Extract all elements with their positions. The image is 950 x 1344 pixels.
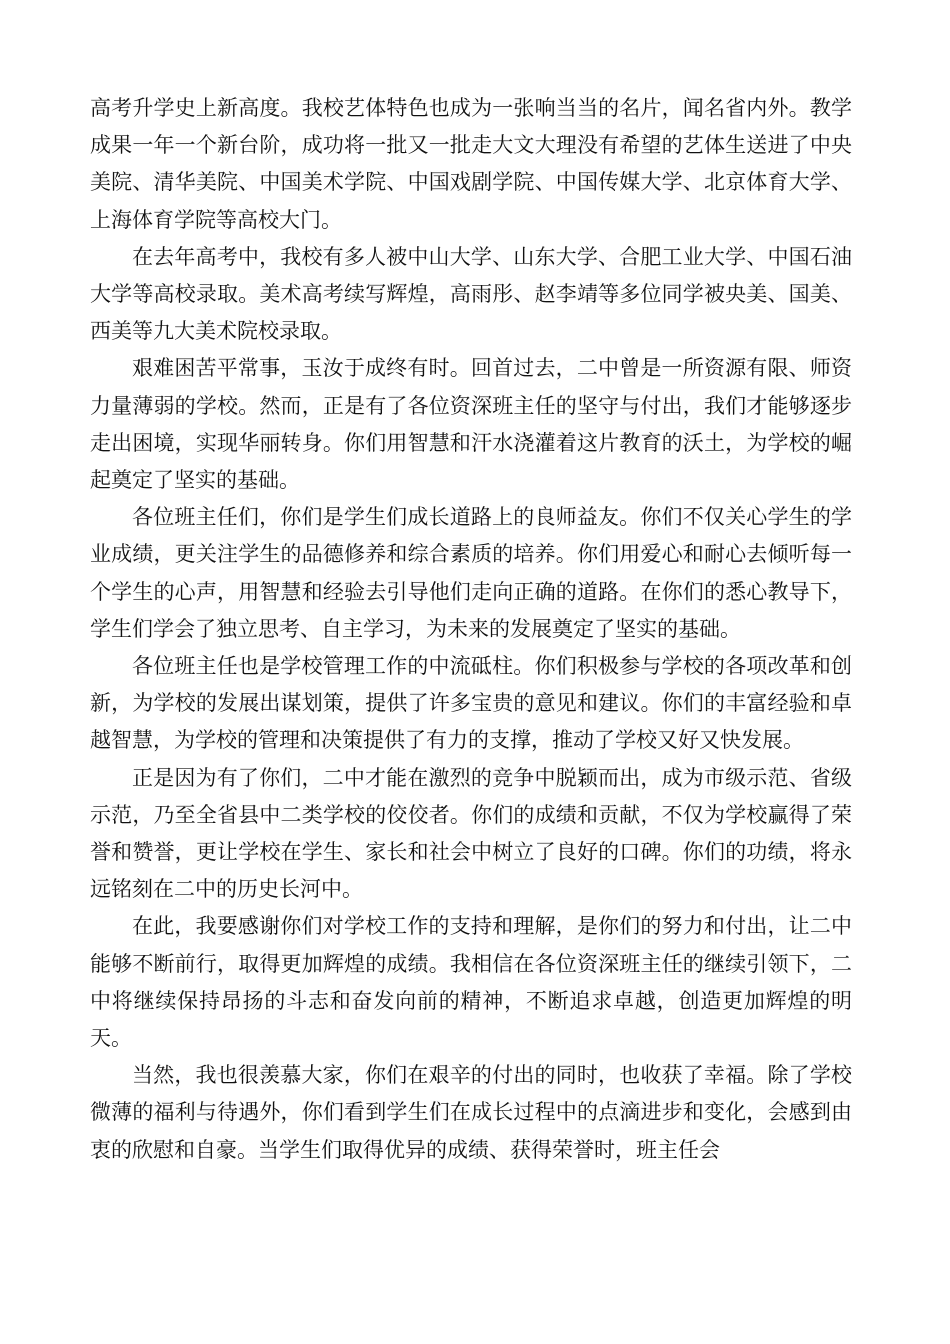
paragraph-8: 当然，我也很羡慕大家，你们在艰辛的付出的同时，也收获了幸福。除了学校微薄的福利与待遇外，你们看到学生们在成长过程中的点滴进步和变化，会感到由衷的欣慰和自豪。当学生们取得优异的成绩、获得荣誉时，班主任会 (90, 1063, 852, 1162)
paragraph-7: 在此，我要感谢你们对学校工作的支持和理解，是你们的努力和付出，让二中能够不断前行，取得更加辉煌的成绩。我相信在各位资深班主任的继续引领下，二中将继续保持昂扬的斗志和奋发向前的精神，不断追求卓越，创造更加辉煌的明天。 (90, 914, 852, 1051)
paragraph-6: 正是因为有了你们，二中才能在激烈的竞争中脱颖而出，成为市级示范、省级示范，乃至全省县中二类学校的佼佼者。你们的成绩和贡献，不仅为学校赢得了荣誉和赞誉，更让学校在学生、家长和社会中树立了良好的口碑。你们的功绩，将永远铭刻在二中的历史长河中。 (90, 765, 852, 902)
paragraph-3: 艰难困苦平常事，玉汝于成终有时。回首过去，二中曾是一所资源有限、师资力量薄弱的学校。然而，正是有了各位资深班主任的坚守与付出，我们才能够逐步走出困境，实现华丽转身。你们用智慧和汗水浇灌着这片教育的沃土，为学校的崛起奠定了坚实的基础。 (90, 356, 852, 493)
document-body (90, 90, 852, 1169)
paragraph-4: 各位班主任们，你们是学生们成长道路上的良师益友。你们不仅关心学生的学业成绩，更关注学生的品德修养和综合素质的培养。你们用爱心和耐心去倾听每一个学生的心声，用智慧和经验去引导他们走向正确的道路。在你们的悉心教导下，学生们学会了独立思考、自主学习，为未来的发展奠定了坚实的基础。 (90, 505, 852, 641)
paragraph-1: 高考升学史上新高度。我校艺体特色也成为一张响当当的名片，闻名省内外。教学成果一年一个新台阶，成功将一批又一批走大文大理没有希望的艺体生送进了中央美院、清华美院、中国美术学院、中国戏剧学院、中国传媒大学、北京体育大学、上海体育学院等高校大门。 (90, 96, 852, 232)
paragraph-2: 在去年高考中，我校有多人被中山大学、山东大学、合肥工业大学、中国石油大学等高校录取。美术高考续写辉煌，高雨彤、赵李靖等多位同学被央美、国美、西美等九大美术院校录取。 (90, 244, 852, 344)
paragraph-5: 各位班主任也是学校管理工作的中流砥柱。你们积极参与学校的各项改革和创新，为学校的发展出谋划策，提供了许多宝贵的意见和建议。你们的丰富经验和卓越智慧，为学校的管理和决策提供了有力的支撑，推动了学校又好又快发展。 (90, 654, 852, 753)
